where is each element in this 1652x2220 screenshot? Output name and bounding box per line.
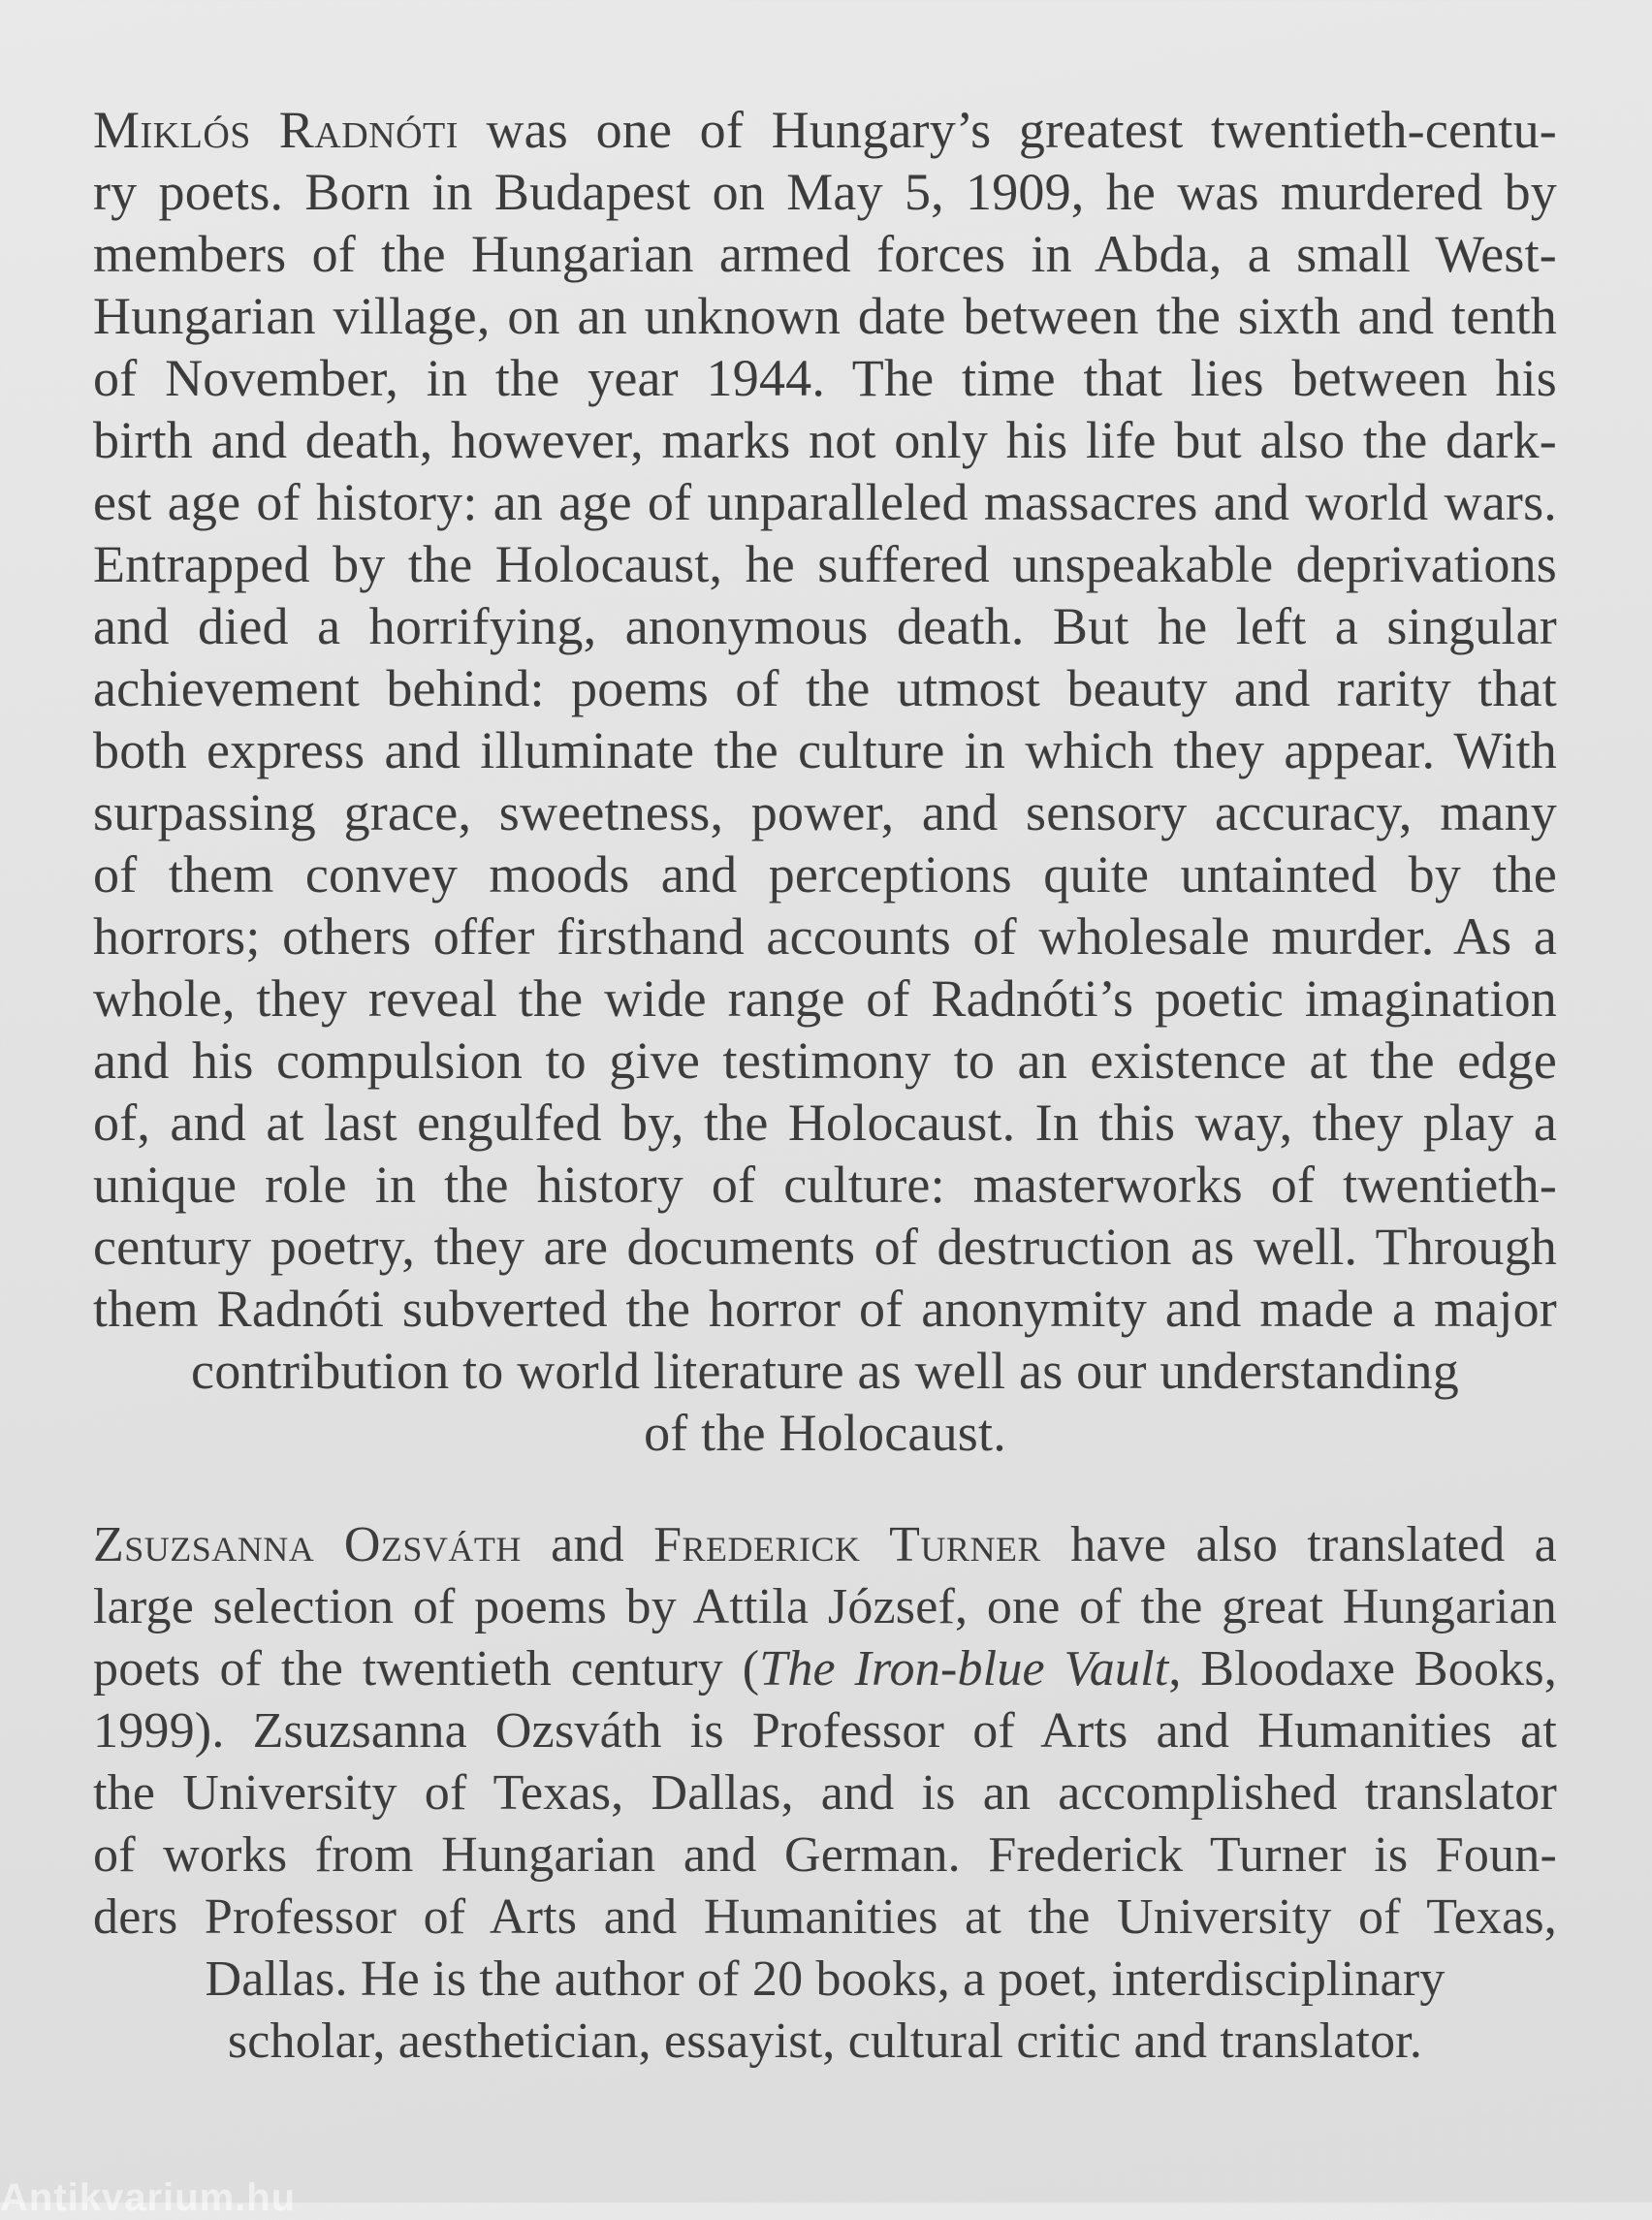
text-line-centered: scholar, aesthetician, essayist, cultural critic and translator. bbox=[227, 2014, 1423, 2069]
text-line: of November, in the year 1944. The time that lies between his bbox=[93, 349, 1557, 407]
translators-paragraph bbox=[93, 1514, 1557, 2073]
text-line: of them convey moods and perceptions quite untainted by the bbox=[93, 845, 1557, 904]
text-line: horrors; others offer firsthand accounts of wholesale murder. As a bbox=[93, 907, 1557, 966]
text-line: birth and death, however, marks not only his life but also the dark- bbox=[93, 411, 1557, 469]
radnoti-biography-paragraph bbox=[93, 99, 1557, 1464]
text-line-centered: Dallas. He is the author of 20 books, a poet, interdisciplinary bbox=[205, 1951, 1446, 2007]
text-line: whole, they reveal the wide range of Radnóti’s poetic imagination bbox=[93, 969, 1557, 1028]
text-line-centered: of the Holocaust. bbox=[644, 1404, 1006, 1462]
translator-name-small-caps: Frederick Turner bbox=[653, 1517, 1041, 1572]
text-line: Hungarian village, on an unknown date between the sixth and tenth bbox=[93, 287, 1557, 345]
text-line: surpassing grace, sweetness, power, and sensory accuracy, many bbox=[93, 783, 1557, 841]
text-line: and died a horrifying, anonymous death. But he left a singular bbox=[93, 597, 1557, 655]
text-line: achievement behind: poems of the utmost beauty and rarity that bbox=[93, 659, 1557, 717]
text-line: poets of the twentieth century (The Iron-blue Vault, Bloodaxe Books, bbox=[93, 1641, 1557, 1697]
watermark: Antikvarium.hu bbox=[0, 2176, 297, 2219]
text-line: unique role in the history of culture: masterworks of twentieth- bbox=[93, 1156, 1557, 1214]
text-line: of, and at last engulfed by, the Holocaust. In this way, they play a bbox=[93, 1094, 1557, 1152]
text-line: ders Professor of Arts and Humanities at the University of Texas, bbox=[93, 1889, 1557, 1945]
text-line: 1999). Zsuzsanna Ozsváth is Professor of Arts and Humanities at bbox=[93, 1703, 1557, 1759]
text-line: Miklós Radnóti was one of Hungary’s greatest twentieth-centu- bbox=[93, 101, 1557, 159]
text-line: Zsuzsanna Ozsváth and Frederick Turner have also translated a bbox=[93, 1517, 1557, 1572]
text-line-centered: contribution to world literature as well as our understanding bbox=[191, 1342, 1459, 1400]
text-line: the University of Texas, Dallas, and is an accomplished translator bbox=[93, 1765, 1557, 1821]
text-line: both express and illuminate the culture in which they appear. With bbox=[93, 721, 1557, 779]
text-line: est age of history: an age of unparalleled massacres and world wars. bbox=[93, 473, 1557, 531]
translator-name-small-caps: Zsuzsanna Ozsváth bbox=[93, 1517, 522, 1572]
text-line: members of the Hungarian armed forces in Abda, a small West- bbox=[93, 225, 1557, 283]
text-line: them Radnóti subverted the horror of anonymity and made a major bbox=[93, 1280, 1557, 1338]
book-title-italic: The Iron-blue Vault bbox=[759, 1641, 1169, 1697]
text-line: large selection of poems by Attila József, one of the great Hungarian bbox=[93, 1579, 1557, 1634]
author-name-small-caps: Miklós Radnóti bbox=[93, 101, 459, 159]
text-line: ry poets. Born in Budapest on May 5, 1909, he was murdered by bbox=[93, 163, 1557, 221]
text-line: of works from Hungarian and German. Frederick Turner is Foun- bbox=[93, 1827, 1557, 1883]
text-line: century poetry, they are documents of destruction as well. Through bbox=[93, 1218, 1557, 1276]
text-line: Entrapped by the Holocaust, he suffered unspeakable deprivations bbox=[93, 535, 1557, 593]
text-line: and his compulsion to give testimony to an existence at the edge bbox=[93, 1031, 1557, 1090]
